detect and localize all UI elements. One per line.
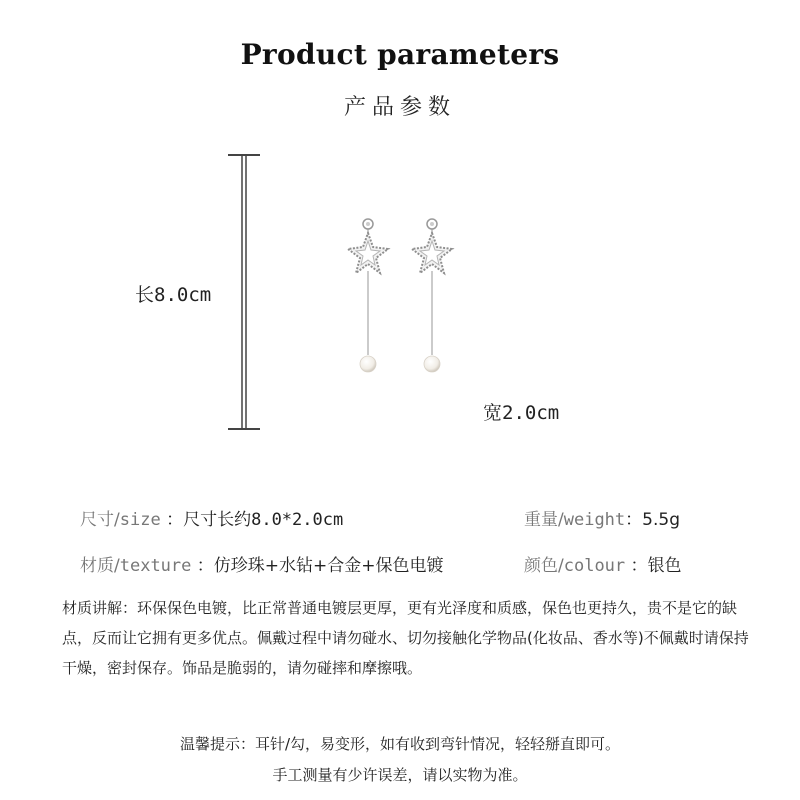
- colour-spec: [524, 551, 682, 576]
- weight-spec: [524, 505, 680, 530]
- colour-value: 银色: [647, 556, 682, 576]
- texture-value: 仿珍珠+水钻+合金+保色电镀: [213, 556, 444, 576]
- texture-spec: [80, 551, 444, 576]
- length-label: 长8.0cm: [135, 284, 212, 306]
- weight-separator: ：: [625, 510, 643, 530]
- material-description: 材质讲解：环保保色电镀，比正常普通电镀层更厚，更有光泽度和质感，保色也更持久，贵不是它的缺点，反而让它拥有更多优点。佩戴过程中请勿碰水、切勿接触化学物品(化妆品、香水等)不佩戴时请保持干燥，密封保存。饰品是脆弱的，请勿碰摔和摩擦哦。: [62, 599, 749, 677]
- left-earring: [348, 219, 388, 372]
- colour-key-en: colour: [563, 556, 626, 576]
- size-spec: [80, 505, 343, 530]
- size-value: 尺寸长约8.0*2.0cm: [183, 510, 344, 530]
- measurement-note: 手工测量有少许误差，请以实物为准。: [272, 766, 528, 784]
- warm-tip: 温馨提示：耳针/勾，易变形，如有收到弯针情况，轻轻掰直即可。: [179, 735, 621, 753]
- width-label: 宽2.0cm: [483, 402, 560, 424]
- texture-key-en: texture: [119, 556, 192, 576]
- colour-separator: ：: [625, 556, 648, 576]
- size-separator: ：: [160, 510, 184, 530]
- weight-value: 5.5g: [642, 510, 680, 530]
- texture-key: 材质/: [80, 556, 120, 576]
- texture-separator: ：: [191, 556, 214, 576]
- colour-key: 颜色/: [524, 556, 564, 576]
- right-earring: [412, 219, 452, 372]
- length-dimension-bar: [224, 150, 264, 434]
- size-key: 尺寸/: [80, 510, 120, 530]
- page-subtitle: 产品参数: [343, 95, 456, 120]
- weight-key-en: weight: [563, 510, 626, 530]
- star-earrings-image: [320, 205, 480, 380]
- size-key-en: size: [119, 510, 161, 530]
- page-title: Product parameters: [240, 38, 560, 71]
- weight-key: 重量/: [524, 510, 564, 530]
